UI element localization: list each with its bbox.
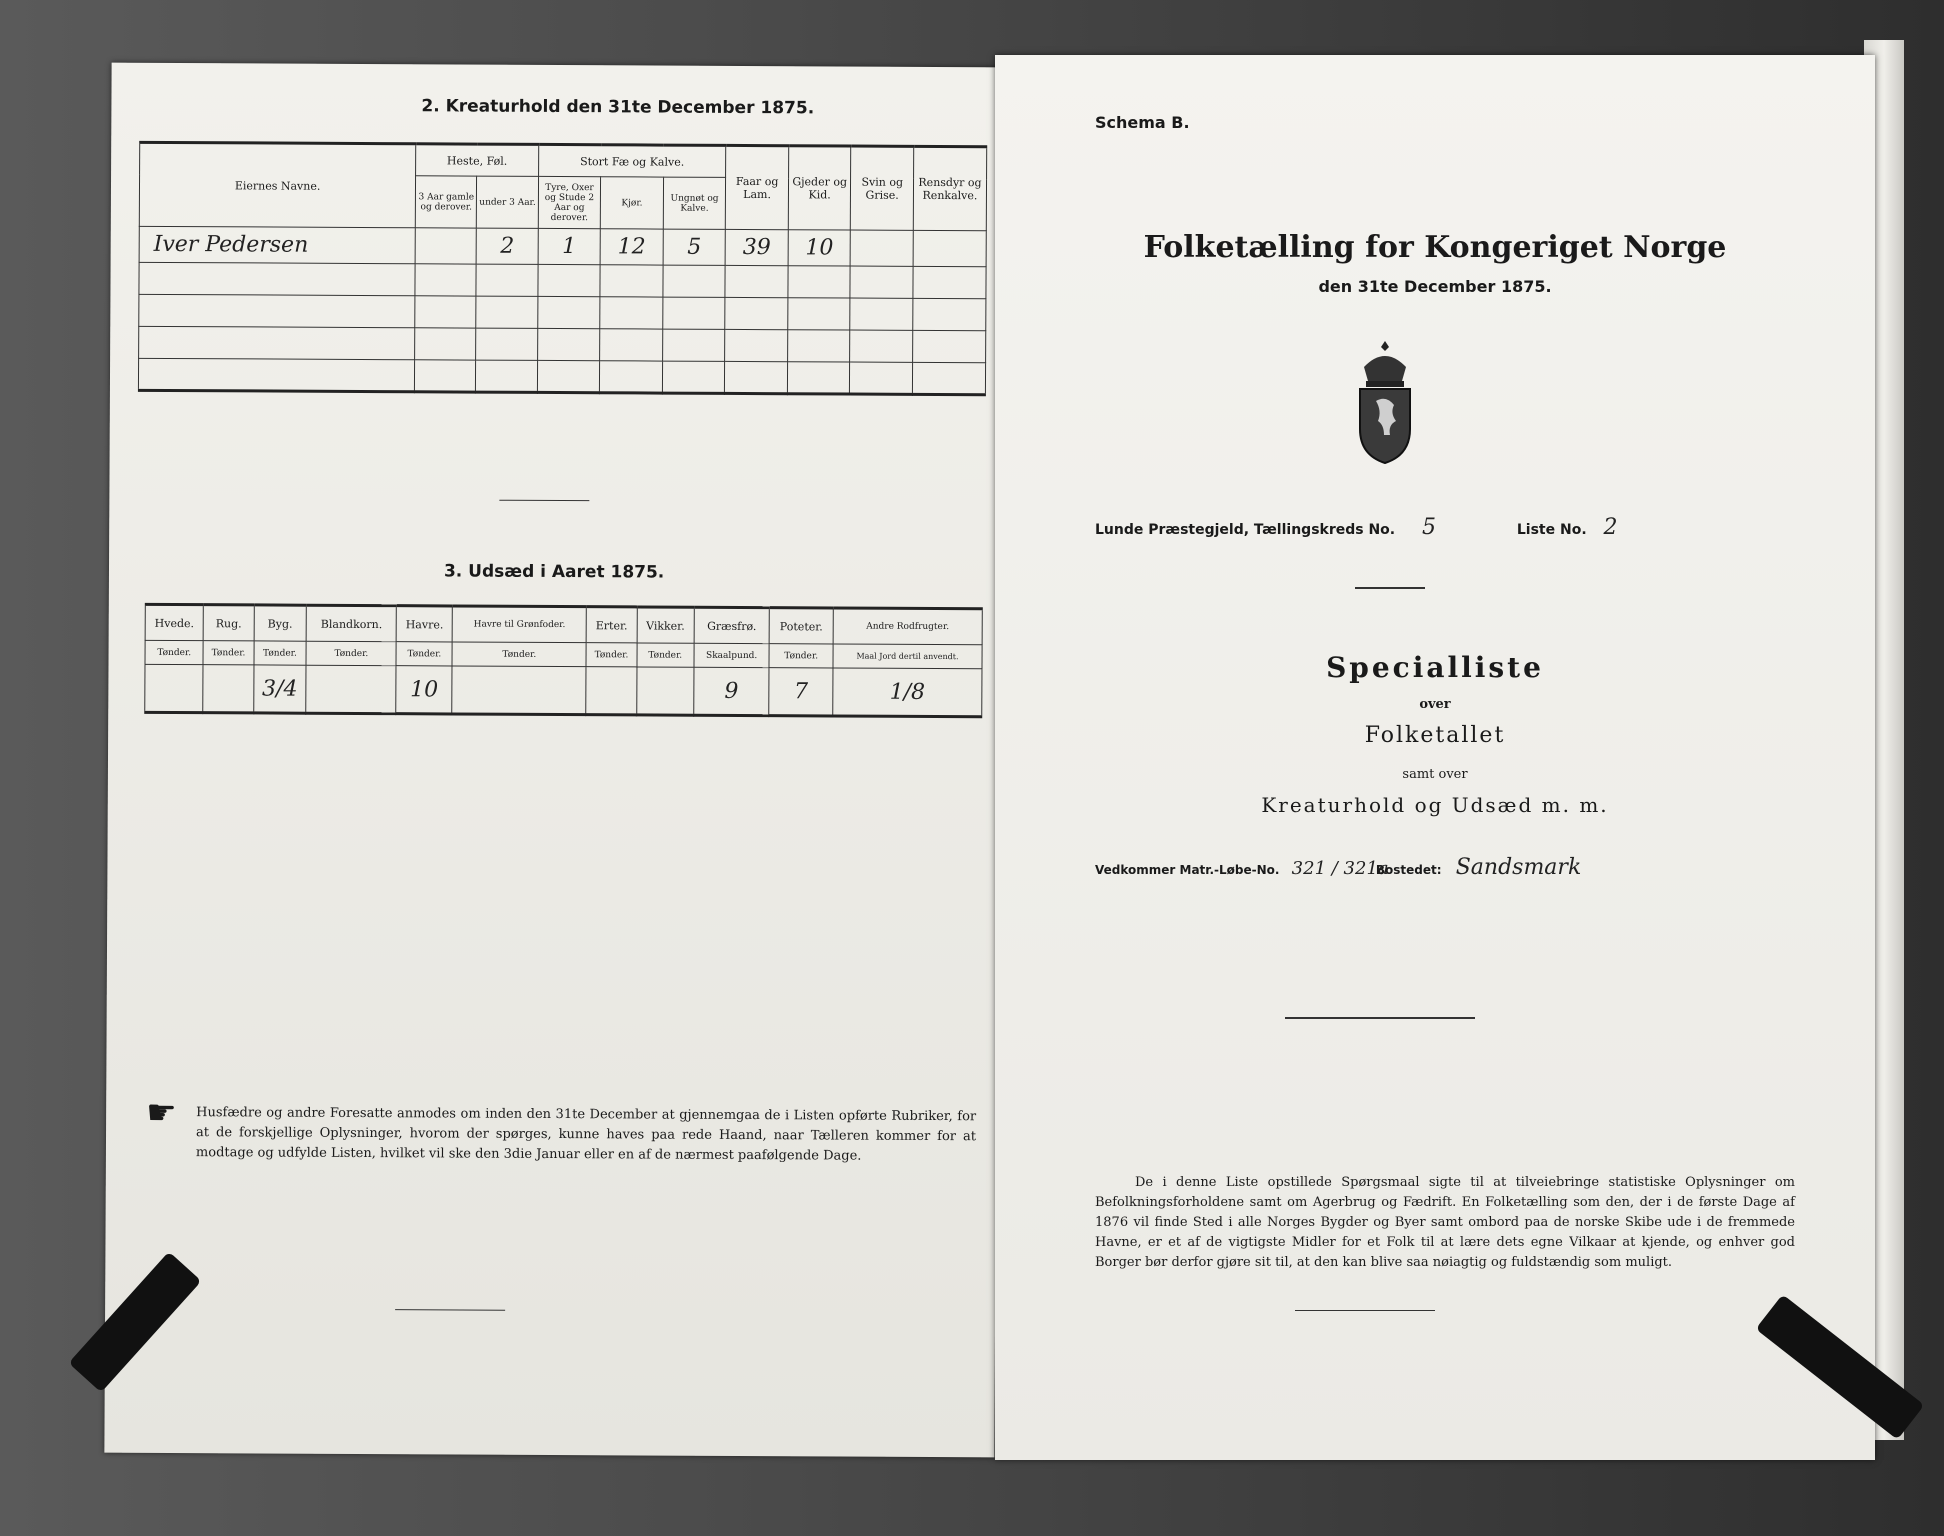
seed-value (636, 667, 694, 715)
seed-value (586, 667, 637, 715)
seed-unit: Tønder. (396, 642, 452, 666)
col-bulls: Tyre, Oxer og Stude 2 Aar og derover. (538, 176, 601, 228)
section3-title: 3. Udsæd i Aaret 1875. (443, 561, 665, 583)
table-row (139, 262, 986, 298)
matr-number: 321 / 321a (1291, 858, 1389, 879)
seed-unit: Tønder. (637, 643, 694, 667)
table-row (138, 358, 985, 394)
seed-header: Rug. (203, 605, 253, 641)
owner-cell: Iver Pedersen (139, 226, 415, 263)
col-cows: Kjør. (601, 177, 664, 229)
col-cattle-header: Stort Fæ og Kalve. (538, 144, 726, 177)
parish-line (1095, 515, 1618, 540)
main-title: Folketælling for Kongeriget Norge (1143, 230, 1727, 265)
seed-value: 7 (769, 668, 833, 716)
seed-value (145, 664, 204, 712)
seed-unit: Tønder. (145, 640, 203, 664)
seed-value: 3/4 (253, 665, 306, 713)
seed-header: Blandkorn. (306, 605, 396, 641)
bosted-value: Sandsmark (1455, 855, 1582, 880)
parish-label: Lunde Præstegjeld, Tællingskreds No. (1095, 522, 1396, 538)
col-calves: Ungnøt og Kalve. (663, 177, 726, 229)
seed-unit: Tønder. (586, 643, 636, 667)
seed-table (144, 603, 983, 718)
seed-header: Erter. (586, 607, 636, 643)
cell-cows: 12 (600, 229, 663, 265)
livestock-table (138, 141, 987, 396)
folketallet-text: Folketallet (1364, 723, 1506, 748)
seed-unit: Tønder. (769, 644, 833, 668)
divider (1355, 587, 1425, 589)
table-row (139, 326, 986, 362)
table-row (145, 664, 982, 716)
cell-horses-young: 2 (477, 228, 538, 264)
seed-header: Andre Rodfrugter. (833, 608, 982, 645)
bosted-label: Bostedet: (1375, 863, 1442, 877)
divider (1285, 1017, 1475, 1019)
divider (395, 1309, 505, 1311)
seed-value: 9 (694, 667, 770, 715)
seed-unit: Maal Jord dertil anvendt. (833, 644, 982, 669)
matr-label: Vedkommer Matr.-Løbe-No. (1095, 863, 1280, 877)
seed-unit: Tønder. (306, 641, 396, 665)
divider (1295, 1310, 1435, 1311)
col-horses-old: 3 Aar gamle og derover. (416, 176, 478, 228)
list-number: 2 (1603, 515, 1618, 540)
seed-unit: Skaalpund. (694, 643, 770, 667)
coat-of-arms-icon (1350, 337, 1420, 467)
pointing-hand-icon: ☛ (146, 1092, 177, 1134)
district-number: 5 (1422, 515, 1436, 540)
matr-line (1095, 855, 1581, 880)
seed-header: Havre. (397, 606, 453, 642)
cell-bulls: 1 (538, 228, 601, 264)
schema-label: Schema B. (1095, 113, 1190, 132)
divider (499, 500, 589, 501)
seed-unit: Tønder. (452, 642, 586, 667)
specialliste-title: Specialliste (1326, 651, 1544, 684)
cell-reindeer (913, 230, 986, 266)
table-row (139, 226, 986, 266)
instructions-notice: Husfædre og andre Foresatte anmodes om inden den 31te December at gjennemgaa de i Listen opførte Rubriker, for at de forskjellige Oplysninger, hvorom der spørges, kunne haves paa rede Haand, naar Tælleren kommer for at modtage og udfylde Listen, hvilket vil ske den 3die Januar eller en af de nærmest paafølgende Dage. (195, 1105, 977, 1164)
seed-value (452, 666, 586, 715)
kreatur-text: Kreaturhold og Udsæd m. m. (1261, 793, 1609, 817)
col-goats-header: Gjeder og Kid. (788, 146, 851, 230)
samt-over-text: samt over (1402, 767, 1468, 782)
seed-unit: Tønder. (203, 641, 253, 665)
col-horses-young: under 3 Aar. (477, 176, 539, 228)
seed-header: Græsfrø. (694, 607, 770, 643)
seed-header: Havre til Grønfoder. (452, 606, 586, 643)
cell-sheep: 39 (725, 229, 788, 265)
cell-calves: 5 (663, 229, 726, 265)
table-row (139, 294, 986, 330)
seed-header: Hvede. (145, 604, 204, 640)
seed-value: 10 (396, 666, 452, 714)
seed-value: 1/8 (833, 668, 982, 717)
right-page (995, 55, 1875, 1460)
section2-title: 2. Kreaturhold den 31te December 1875. (421, 96, 815, 119)
seed-header: Poteter. (769, 608, 833, 644)
seed-header: Byg. (254, 605, 307, 641)
seed-unit: Tønder. (254, 641, 307, 665)
col-sheep-header: Faar og Lam. (726, 145, 789, 229)
col-owner-header: Eiernes Navne. (139, 142, 416, 227)
left-page (104, 63, 1001, 1458)
census-date: den 31te December 1875. (1318, 277, 1552, 296)
col-reindeer-header: Rensdyr og Renkalve. (913, 146, 986, 230)
col-horses-header: Heste, Føl. (416, 144, 539, 177)
seed-value (203, 665, 254, 713)
seed-value (306, 665, 396, 713)
col-pigs-header: Svin og Grise. (851, 146, 914, 230)
cell-pigs (851, 230, 914, 266)
cell-horses-old (415, 228, 476, 264)
census-explanation: De i denne Liste opstillede Spørgsmaal sigte til at tilveiebringe statistiske Oplysninger om Befolkningsforholdene samt om Agerbrug og Fædrift. En Folketælling som den, der i de første Dage af 1876 vil finde Sted i alle Norges Bygder og Byer samt ombord paa de norske Skibe ude i de fremmede Havne, er et af de vigtigste Midler for et Folk til at lære dets egne Vilkaar at kjende, og enhver god Borger bør derfor gjøre sit til, at den kan blive saa nøiagtig og fuldstændig som muligt. (1095, 1175, 1795, 1270)
list-label: Liste No. (1516, 522, 1587, 538)
cell-goats: 10 (788, 230, 851, 266)
seed-header: Vikker. (637, 607, 695, 643)
over-text: over (1419, 697, 1451, 712)
